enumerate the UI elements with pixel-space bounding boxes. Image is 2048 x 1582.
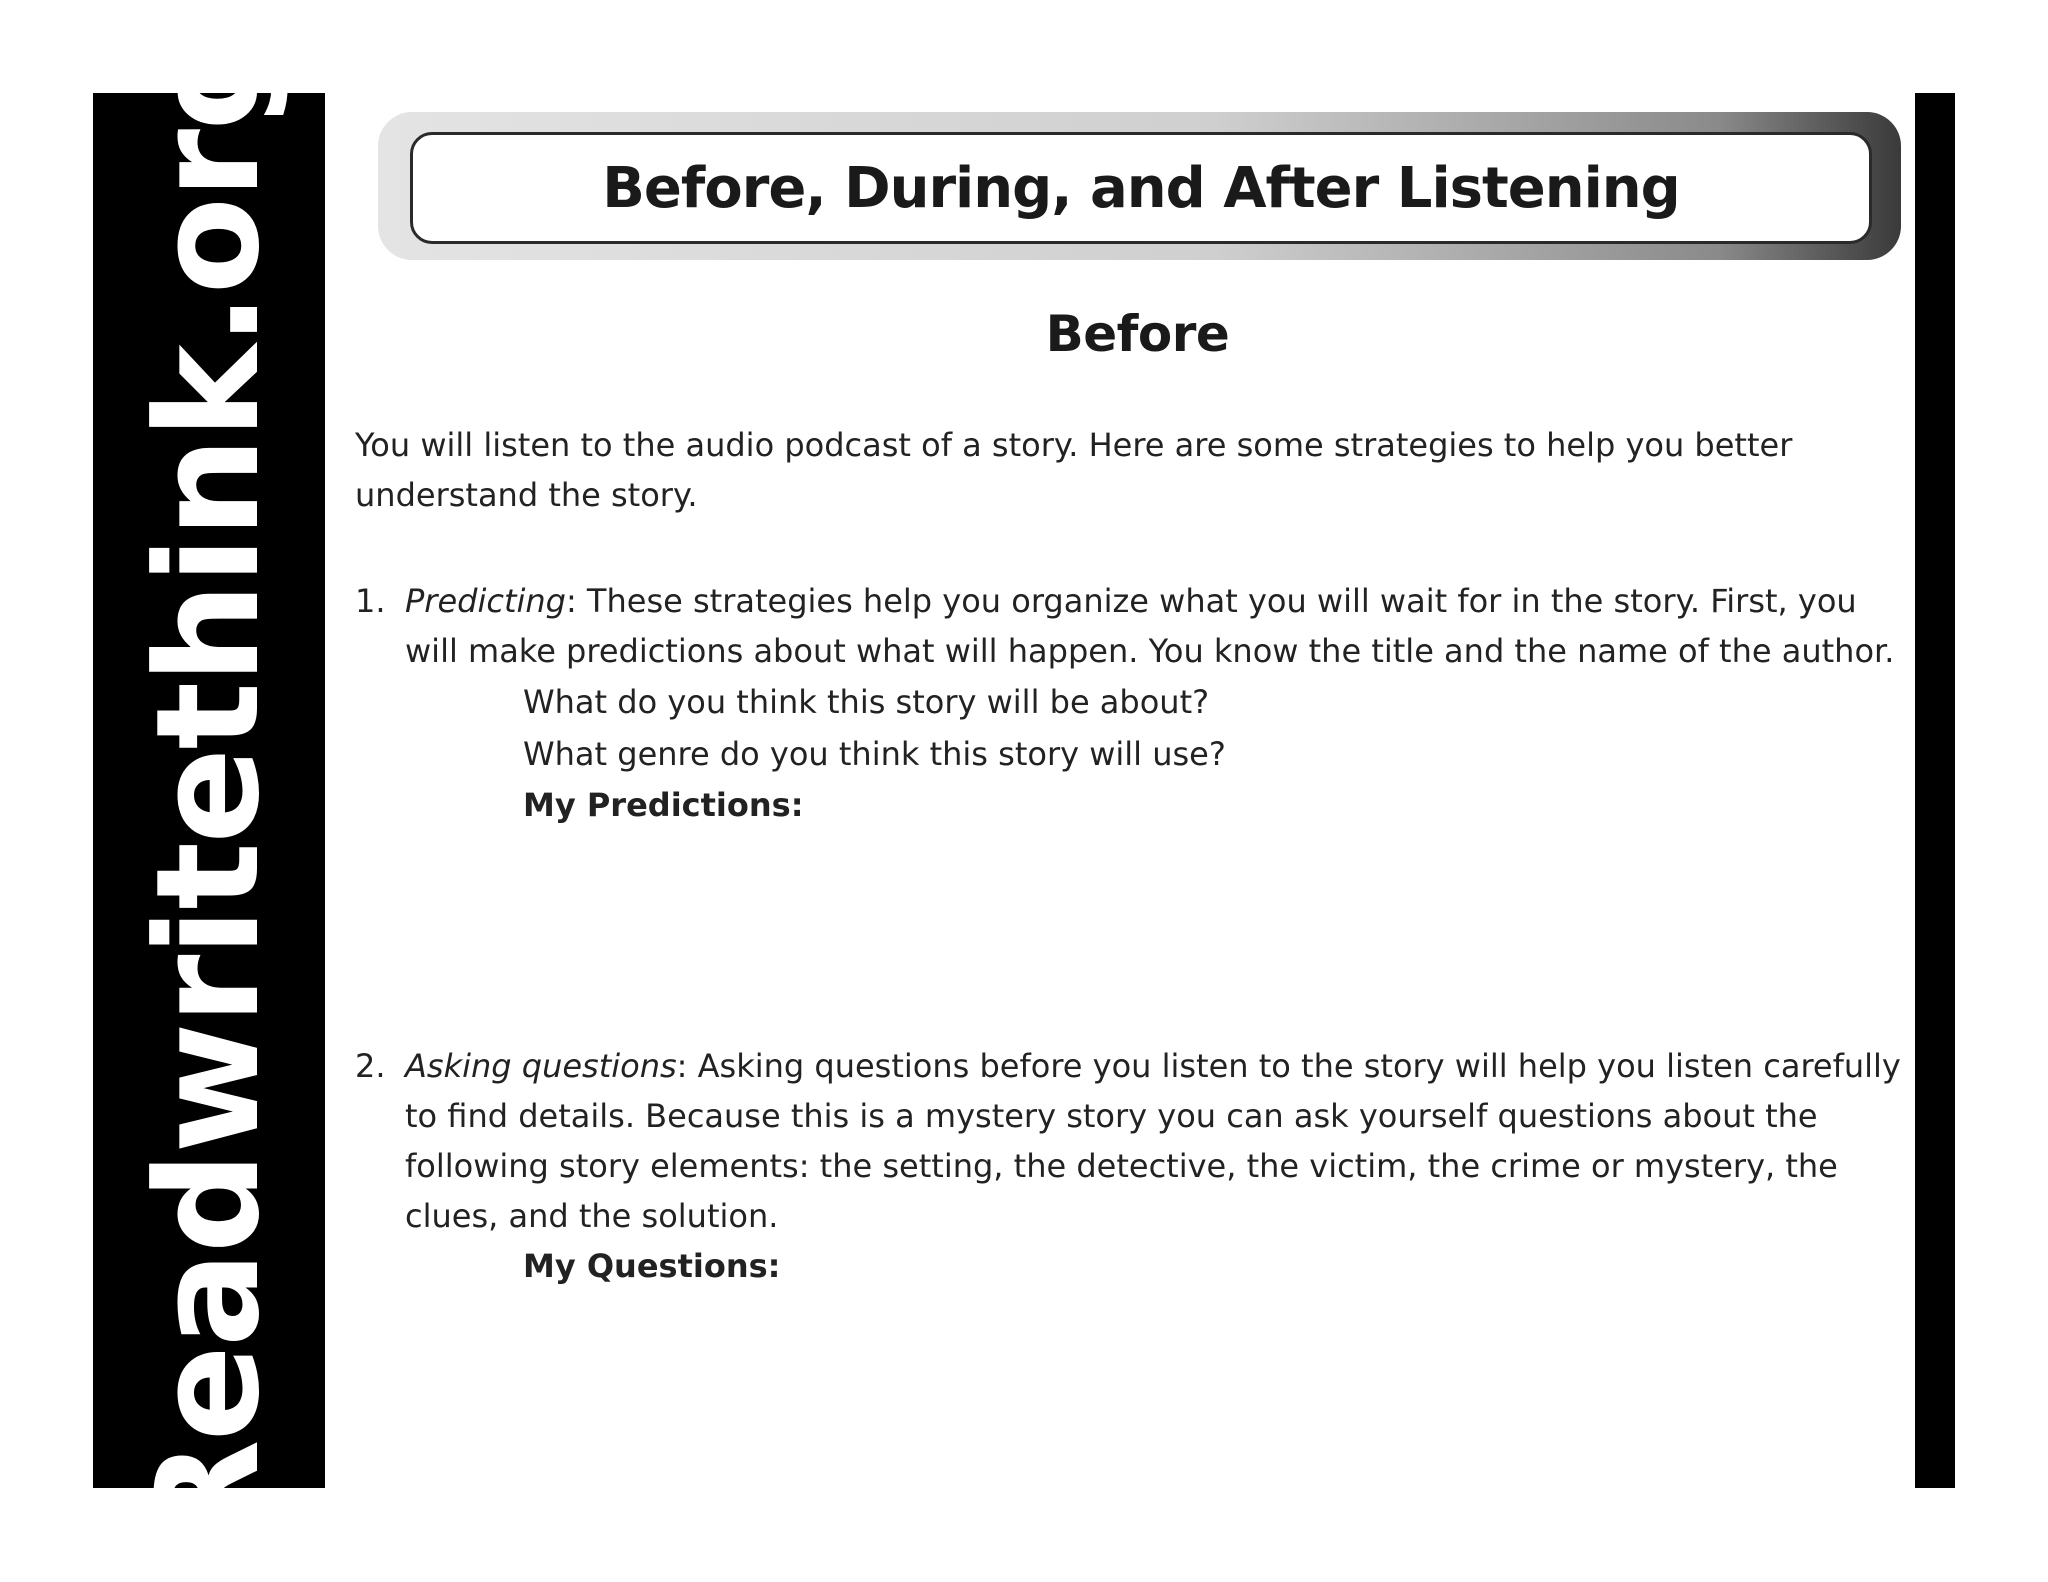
prompt-question: What genre do you think this story will use? — [523, 735, 1226, 773]
right-black-band — [1915, 93, 1955, 1488]
item-number: 2. — [355, 1047, 386, 1085]
item-body — [405, 576, 1915, 676]
side-watermark-label: Readwritethink.org — [126, 31, 291, 1549]
section-heading: Before — [1045, 305, 1230, 363]
item-prompts — [405, 676, 1915, 830]
intro-paragraph: You will listen to the audio podcast of a story. Here are some strategies to help you better understand the story. — [355, 426, 1793, 514]
title-banner — [410, 132, 1872, 244]
my-questions-label: My Questions: — [523, 1247, 781, 1285]
item-term: Predicting — [405, 582, 566, 620]
item-text: : These strategies help you organize what you will wait for in the story. First, you will make predictions about what will happen. You know the title and the name of the author. — [405, 582, 1895, 670]
strategy-item-predicting — [355, 576, 1915, 830]
strategy-item-asking-questions — [355, 1041, 1915, 1291]
page-title: Before, During, and After Listening — [602, 155, 1680, 221]
item-text: : Asking questions before you listen to the story will help you listen carefully to find details. Because this is a mystery story you can ask yourself questions about the following story elements: the setting, the detective, the victim, the crime or mystery, the clues, and the solution. — [405, 1047, 1901, 1235]
prompt-question: What do you think this story will be about? — [523, 683, 1210, 721]
item-prompts — [405, 1241, 1915, 1291]
item-body — [405, 1041, 1915, 1241]
item-number: 1. — [355, 582, 386, 620]
item-term: Asking questions — [405, 1047, 677, 1085]
my-predictions-label: My Predictions: — [523, 786, 804, 824]
